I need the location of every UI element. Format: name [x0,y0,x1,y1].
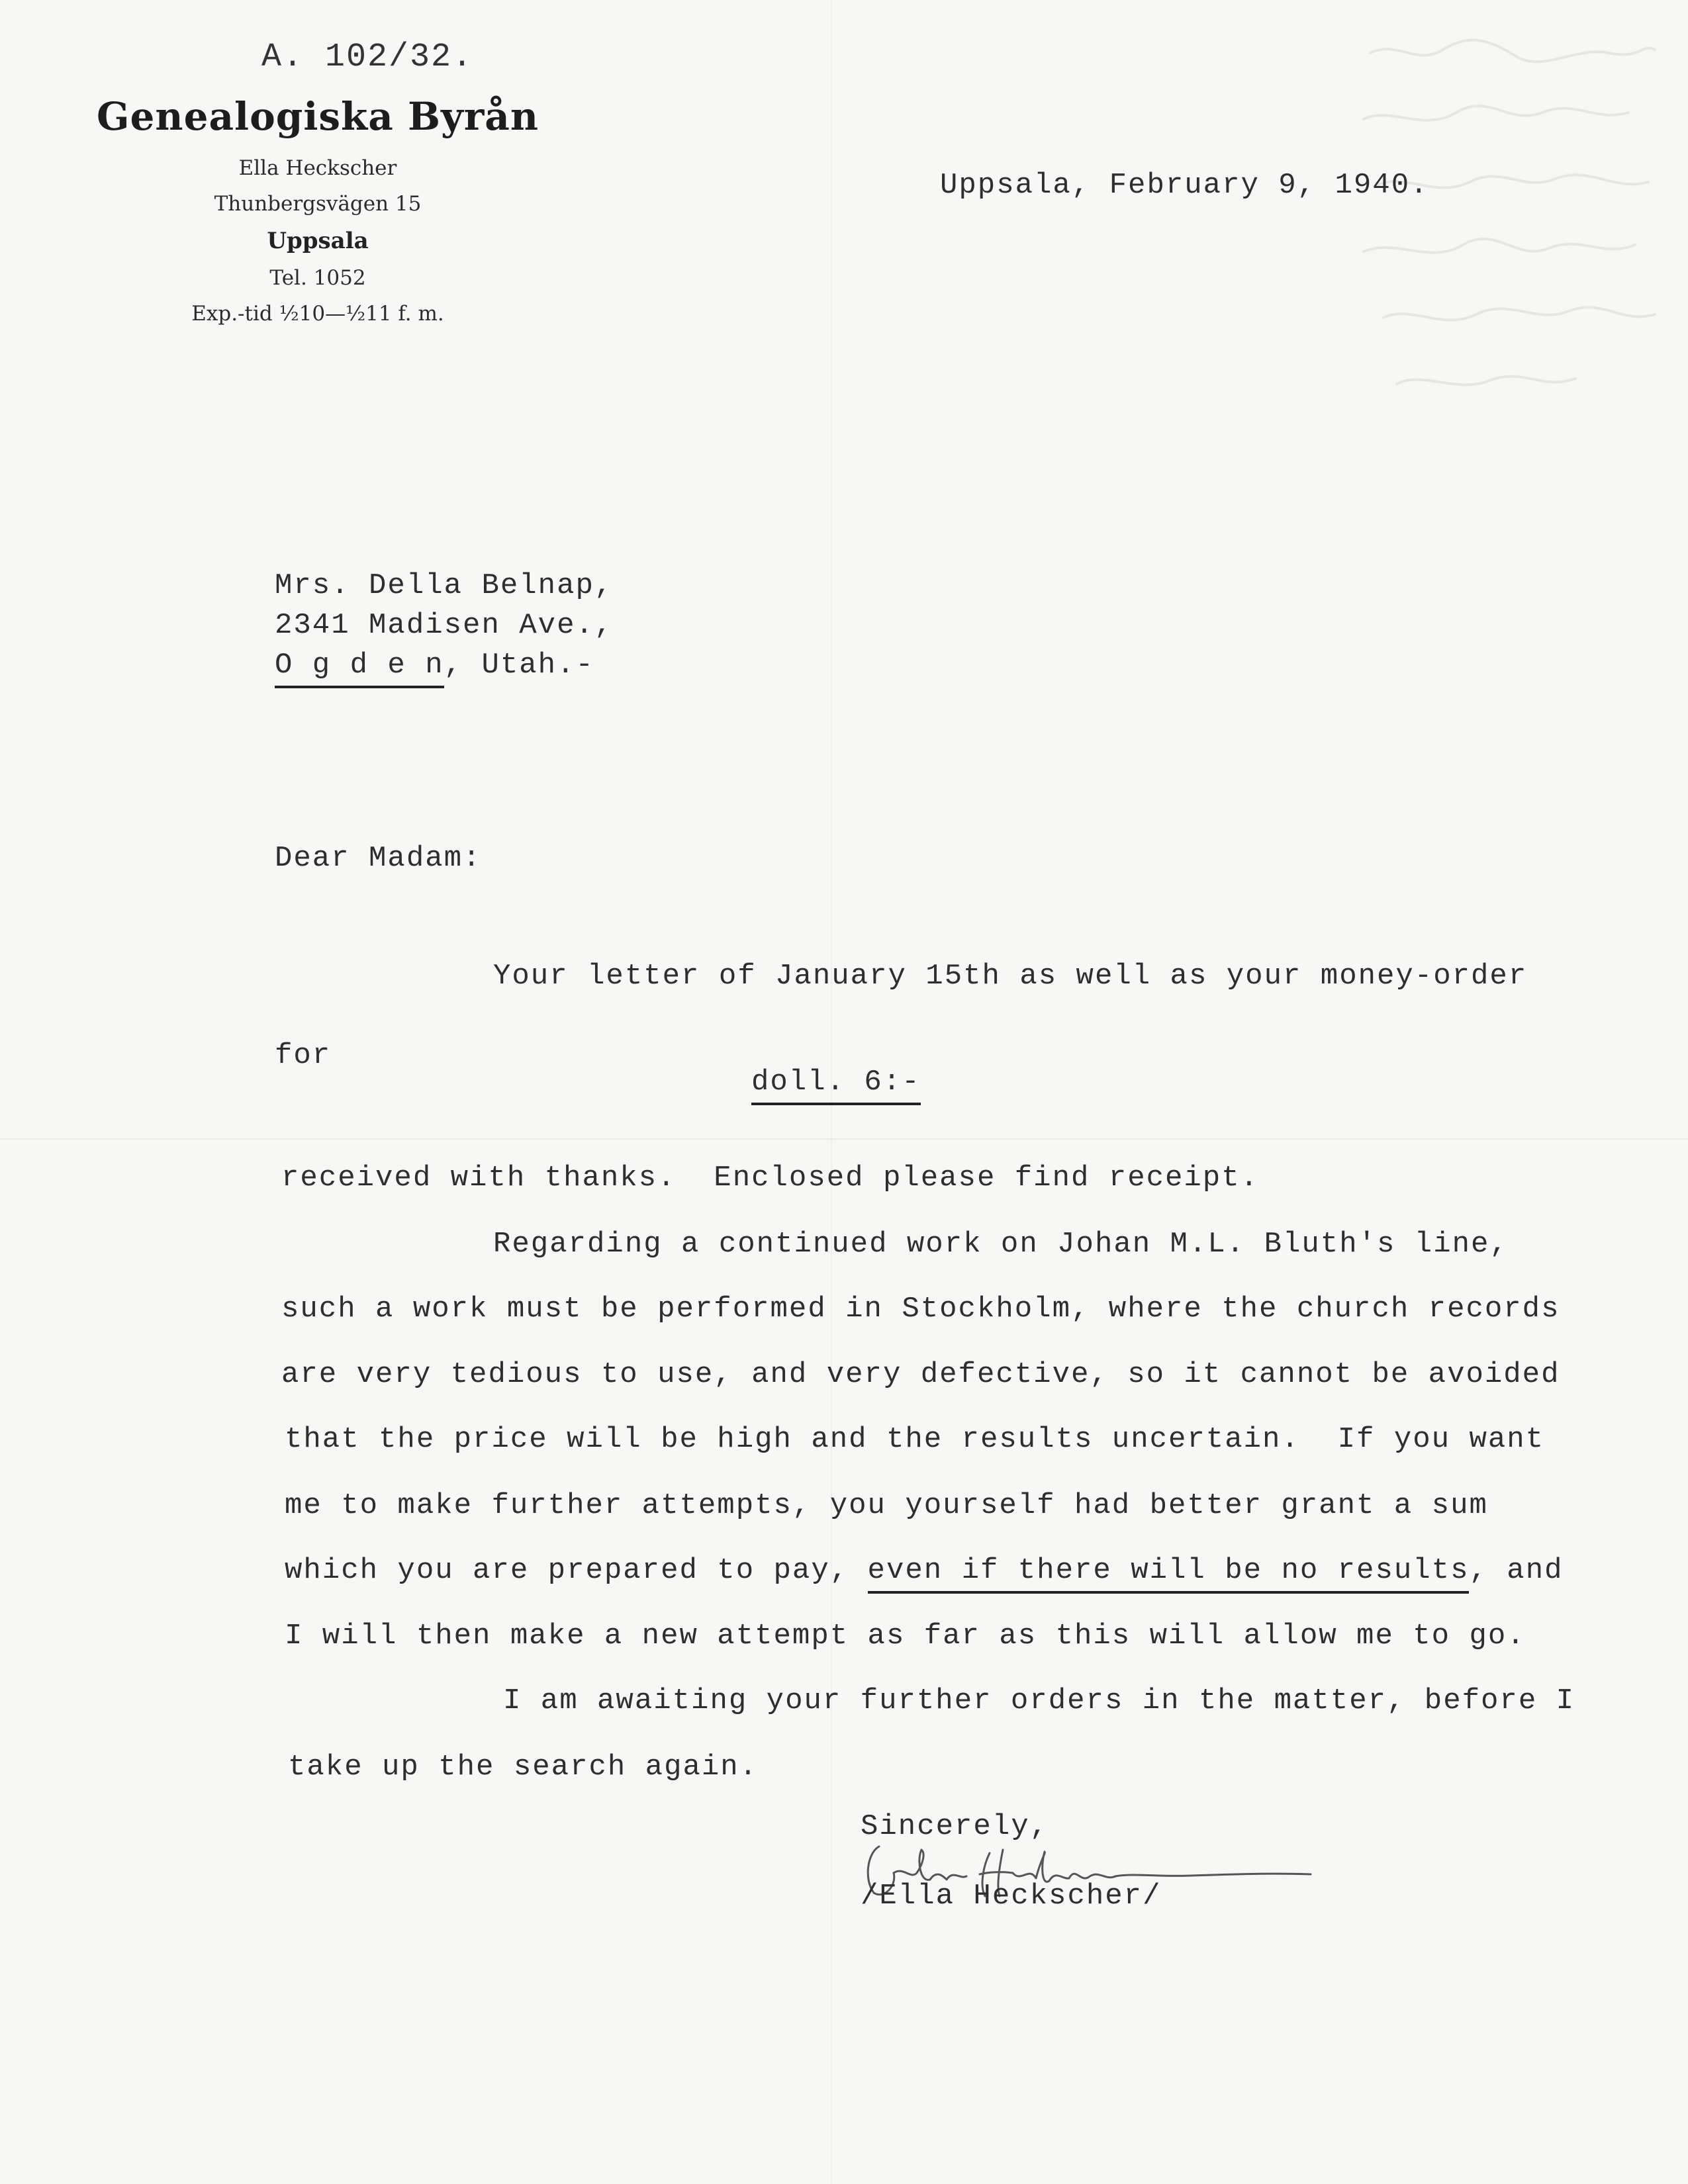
reference-number: A. 102/32. [261,38,474,76]
body-line: such a work must be performed in Stockholm, where the church records [281,1293,1560,1326]
body-line: me to make further attempts, you yourself had better grant a sum [285,1489,1488,1522]
emphasis-underlined: even if there will be no results [868,1554,1470,1594]
show-through-handwriting [1357,13,1662,424]
body-text: , and [1469,1554,1564,1587]
letterhead [93,94,543,326]
closing: Sincerely, [861,1810,1049,1843]
street-address: Thunbergsvägen 15 [214,192,422,216]
proprietor-name: Ella Heckscher [238,156,397,180]
body-line: I will then make a new attempt as far as this will allow me to go. [285,1619,1526,1653]
body-line: I am awaiting your further orders in the matter, before I [503,1684,1575,1717]
typed-signatory-name: /Ella Heckscher/ [861,1880,1162,1913]
body-line: received with thanks. Enclosed please find receipt. [281,1161,1260,1195]
body-line: that the price will be high and the results uncertain. If you want [285,1423,1545,1456]
body-line: Regarding a continued work on Johan M.L. Bluth's line, [493,1228,1509,1261]
body-text: which you are prepared to pay, [285,1554,868,1587]
body-line: Your letter of January 15th as well as your money-order [493,960,1528,993]
recipient-street: 2341 Madisen Ave., [275,609,614,642]
recipient-name: Mrs. Della Belnap, [275,569,614,602]
office-hours: Exp.-tid ½10—½11 f. m. [191,302,444,326]
firm-name: Genealogiska Byrån [96,94,539,139]
paper-fold-horizontal [0,1138,1688,1140]
body-line: take up the search again. [288,1751,759,1784]
salutation: Dear Madam: [275,842,482,875]
recipient-state: , Utah.- [444,649,594,682]
body-line [285,1554,1564,1587]
body-line: are very tedious to use, and very defective, so it cannot be avoided [281,1358,1560,1391]
telephone: Tel. 1052 [269,266,366,290]
date-line: Uppsala, February 9, 1940. [940,169,1429,202]
city: Uppsala [267,228,369,254]
recipient-city-line [275,649,594,682]
body-line: for [275,1039,332,1072]
amount-value: doll. 6:- [751,1066,921,1105]
recipient-city: O g d e n [275,649,444,688]
amount [751,1066,921,1099]
